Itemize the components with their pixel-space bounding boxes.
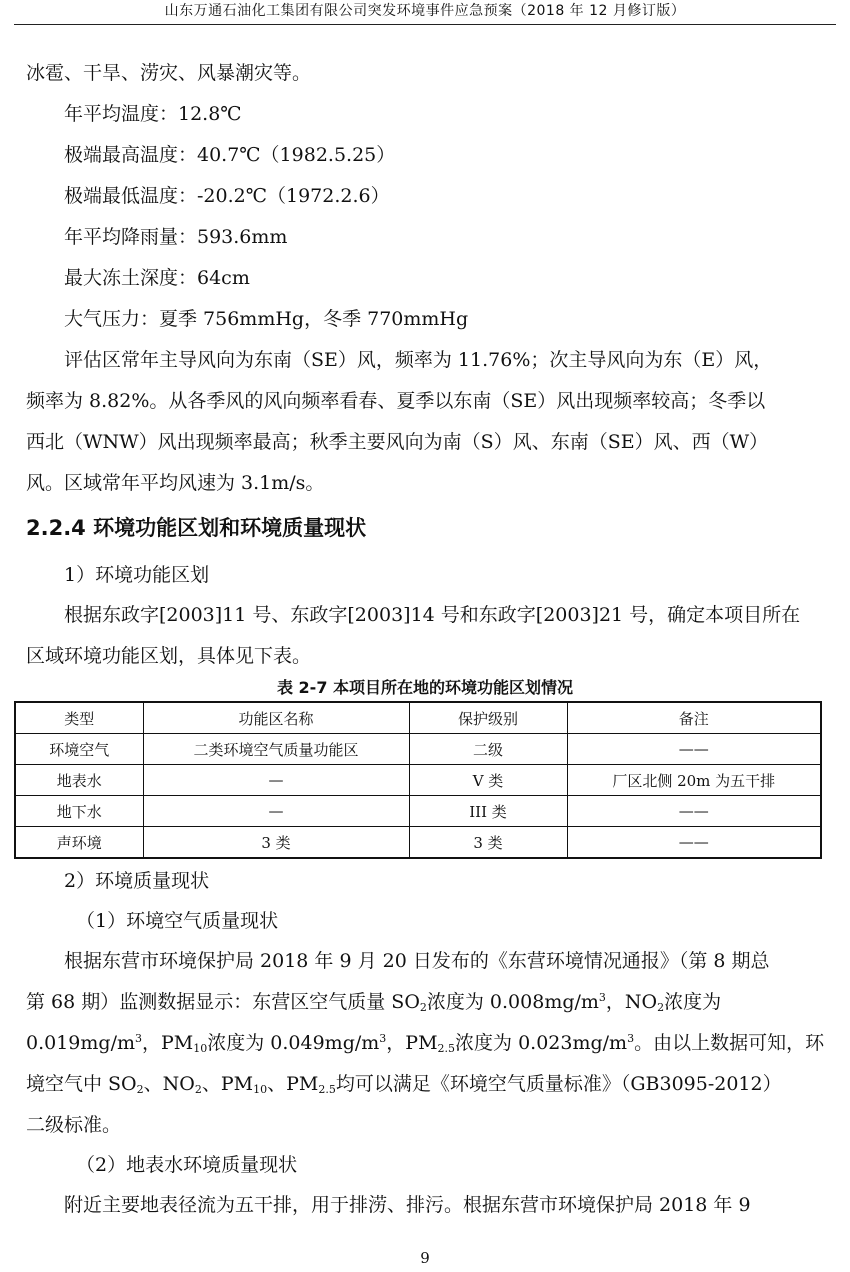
page-header: 山东万通石油化工集团有限公司突发环境事件应急预案（2018 年 12 月修订版）: [14, 0, 836, 25]
table-cell: —: [143, 796, 409, 827]
subscript: 2: [136, 1083, 144, 1096]
table-cell: 3 类: [143, 827, 409, 859]
air-paragraph-line: 二级标准。: [26, 1114, 122, 1136]
table-caption: 表 2-7 本项目所在地的环境功能区划情况: [276, 678, 574, 697]
table-row: [15, 734, 821, 765]
text-run: 境空气中 SO: [26, 1073, 137, 1095]
text-run: 浓度为 0.008mg/m: [426, 991, 599, 1013]
column-header: 类型: [15, 702, 143, 734]
table-cell: —: [143, 765, 409, 796]
text-run: 、PM: [201, 1073, 254, 1095]
function-zoning-table: [14, 701, 822, 859]
wind-paragraph-line: 频率为 8.82%。从各季风的风向频率看春、夏季以东南（SE）风出现频率较高；冬季以: [26, 390, 766, 412]
climate-item: 最大冻土深度：64cm: [64, 267, 250, 289]
table-cell: III 类: [409, 796, 567, 827]
column-header: 保护级别: [409, 702, 567, 734]
subscript: 2: [419, 1001, 427, 1014]
table-header-row: [15, 702, 821, 734]
climate-item: 年平均降雨量：593.6mm: [64, 226, 288, 248]
air-paragraph-line: [26, 1028, 825, 1055]
table-cell: 二类环境空气质量功能区: [143, 734, 409, 765]
page-number: 9: [420, 1249, 430, 1267]
subsection-title: （1）环境空气质量现状: [76, 910, 279, 932]
column-header: 功能区名称: [143, 702, 409, 734]
text-run: ，PM: [142, 1032, 194, 1054]
text-run: 第 68 期）监测数据显示：东营区空气质量 SO: [26, 991, 420, 1013]
table-cell: 二级: [409, 734, 567, 765]
water-paragraph-line: 附近主要地表径流为五干排，用于排涝、排污。根据东营市环境保护局 2018 年 9: [64, 1194, 751, 1216]
subsection-title: （2）地表水环境质量现状: [76, 1154, 298, 1176]
table-cell: 3 类: [409, 827, 567, 859]
text-run: ，PM: [386, 1032, 438, 1054]
paragraph-line: 冰雹、干旱、涝灾、风暴潮灾等。: [26, 62, 312, 84]
air-paragraph-line: [26, 987, 822, 1014]
subscript: 2.5: [318, 1083, 336, 1096]
subscript: 2.5: [437, 1042, 456, 1055]
air-paragraph-line: [26, 1069, 822, 1096]
table-cell: ——: [567, 827, 821, 859]
text-run: 浓度为 0.049mg/m: [207, 1032, 380, 1054]
subscript: 2: [194, 1083, 202, 1096]
climate-item: 大气压力：夏季 756mmHg，冬季 770mmHg: [64, 308, 469, 330]
table-row: [15, 827, 821, 859]
wind-paragraph-line: 评估区常年主导风向为东南（SE）风，频率为 11.76%；次主导风向为东（E）风，: [64, 349, 773, 371]
table-cell: 厂区北侧 20m 为五干排: [567, 765, 821, 796]
table-cell: 环境空气: [15, 734, 143, 765]
wind-paragraph-line: 西北（WNW）风出现频率最高；秋季主要风向为南（S）风、东南（SE）风、西（W）: [26, 431, 769, 453]
zoning-paragraph-line: 区域环境功能区划，具体见下表。: [26, 645, 312, 667]
table-cell: ——: [567, 796, 821, 827]
table-row: [15, 765, 821, 796]
section-heading: 2.2.4 环境功能区划和环境质量现状: [26, 516, 367, 540]
superscript: 3: [135, 1032, 142, 1045]
table-cell: 地下水: [15, 796, 143, 827]
superscript: 3: [379, 1032, 387, 1045]
text-run: 浓度为: [664, 991, 722, 1013]
column-header: 备注: [567, 702, 821, 734]
climate-item: 年平均温度：12.8℃: [64, 103, 242, 125]
subscript: 2: [657, 1001, 665, 1014]
table-row: [15, 796, 821, 827]
text-run: 0.019mg/m: [26, 1032, 135, 1054]
subsection-title: 1）环境功能区划: [64, 564, 210, 586]
subsection-title: 2）环境质量现状: [64, 870, 210, 892]
climate-item: 极端最高温度：40.7℃（1982.5.25）: [64, 144, 396, 166]
superscript: 3: [627, 1032, 635, 1045]
text-run: 、PM: [267, 1073, 319, 1095]
wind-paragraph-line: 风。区域常年平均风速为 3.1m/s。: [26, 472, 325, 494]
subscript: 10: [193, 1042, 208, 1055]
text-run: 、NO: [143, 1073, 195, 1095]
text-run: 。由以上数据可知，环: [634, 1032, 825, 1054]
table-cell: 地表水: [15, 765, 143, 796]
table-cell: V 类: [409, 765, 567, 796]
table-cell: ——: [567, 734, 821, 765]
table-cell: 声环境: [15, 827, 143, 859]
text-run: 浓度为 0.023mg/m: [455, 1032, 628, 1054]
text-run: ，NO: [605, 991, 658, 1013]
text-run: 均可以满足《环境空气质量标准》（GB3095-2012）: [335, 1073, 782, 1095]
subscript: 10: [253, 1083, 268, 1096]
climate-item: 极端最低温度：-20.2℃（1972.2.6）: [64, 185, 390, 207]
zoning-paragraph-line: 根据东政字[2003]11 号、东政字[2003]14 号和东政字[2003]21 号，确定本项目所在: [64, 604, 801, 626]
air-paragraph-line: 根据东营市环境保护局 2018 年 9 月 20 日发布的《东营环境情况通报》（第 8 期总: [64, 950, 770, 972]
superscript: 3: [598, 991, 606, 1004]
